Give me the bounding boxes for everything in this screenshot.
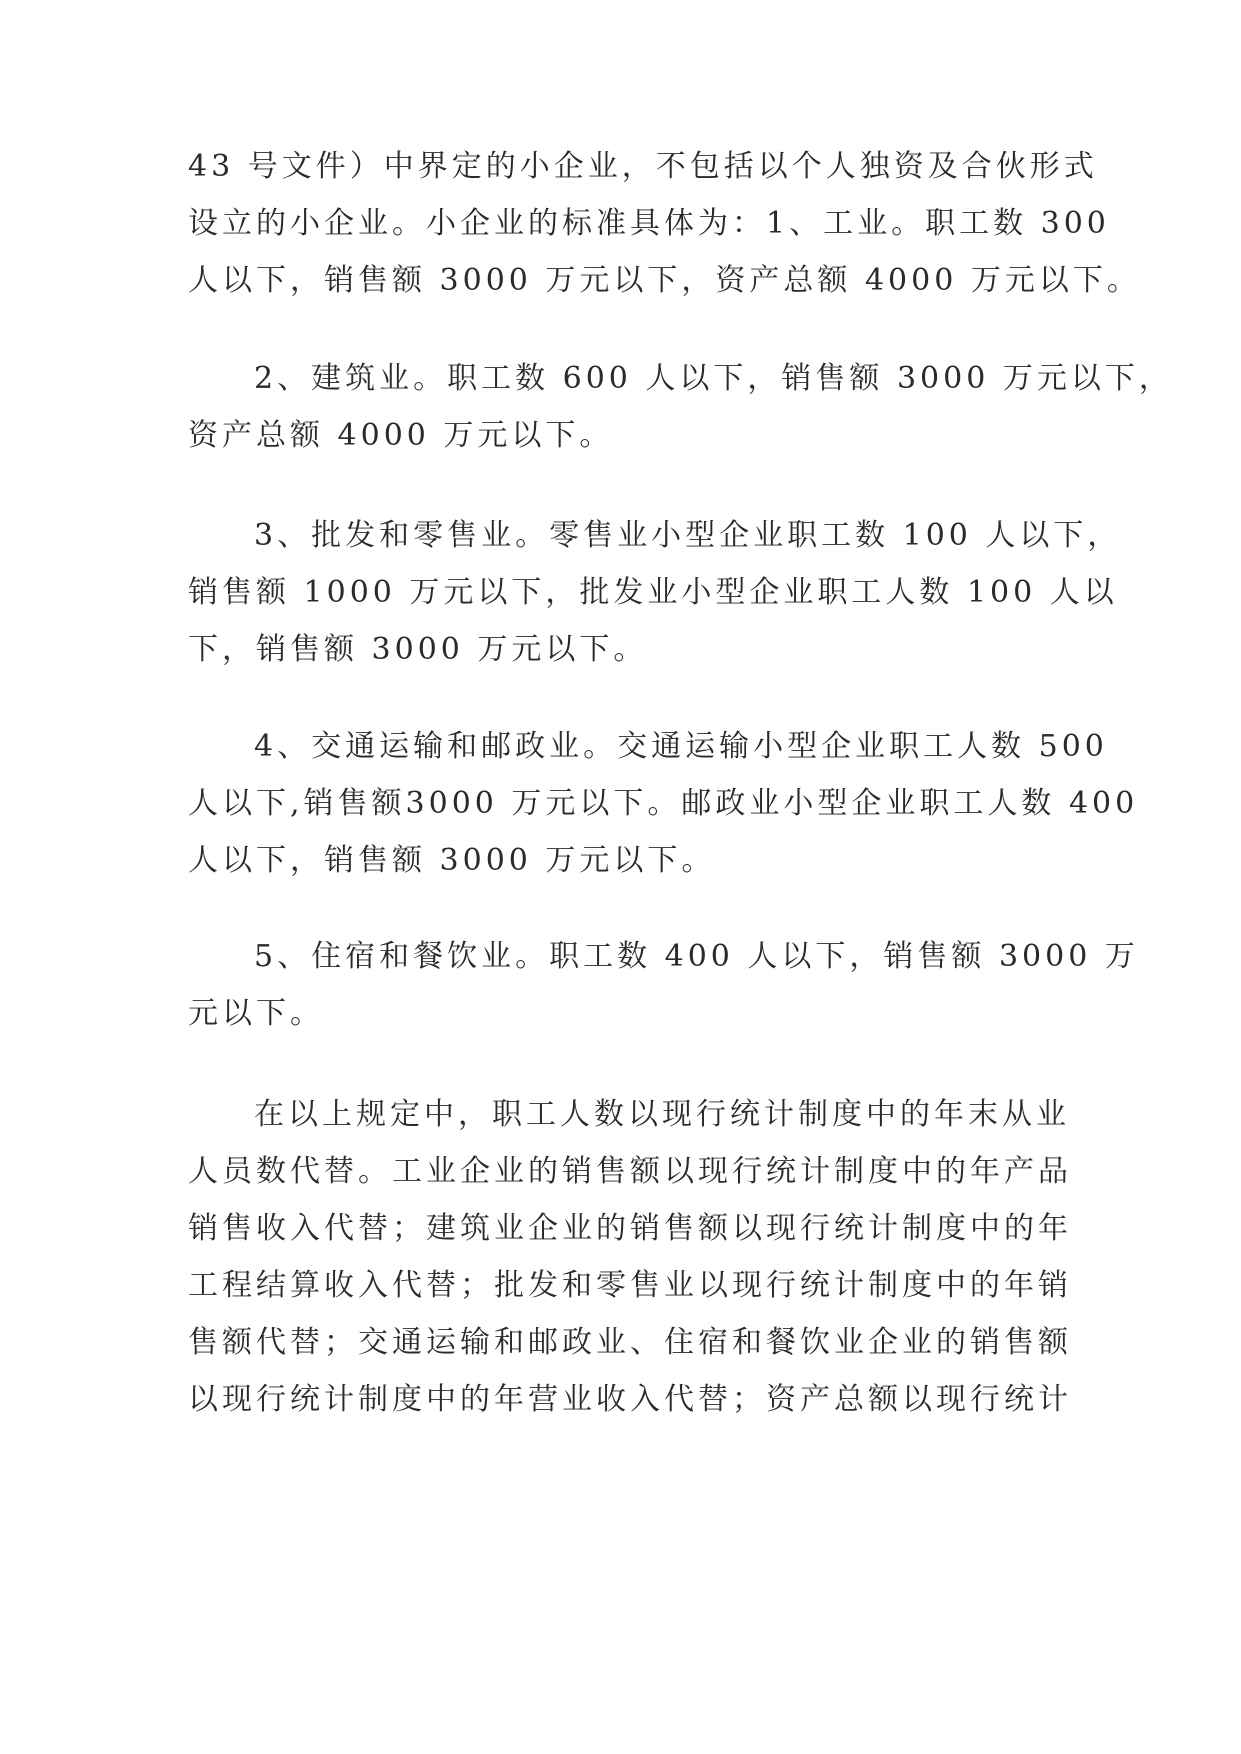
text-line: 销售收入代替；建筑业企业的销售额以现行统计制度中的年 xyxy=(188,1211,1072,1246)
text-line: 设立的小企业。小企业的标准具体为：1、工业。职工数 300 xyxy=(188,206,1110,241)
paragraph-construction xyxy=(188,350,1173,464)
text-line: 下，销售额 3000 万元以下。 xyxy=(188,632,648,667)
paragraph-accommodation-catering xyxy=(188,928,1139,1042)
text-line: 人以下，销售额 3000 万元以下，资产总额 4000 万元以下。 xyxy=(188,263,1141,298)
text-line: 5、住宿和餐饮业。职工数 400 人以下，销售额 3000 万 xyxy=(254,939,1139,974)
text-line: 售额代替；交通运输和邮政业、住宿和餐饮业企业的销售额 xyxy=(188,1325,1072,1360)
paragraph-wholesale-retail xyxy=(188,507,1122,678)
paragraph-small-enterprise-definition xyxy=(188,138,1141,309)
paragraph-statistical-substitution xyxy=(188,1086,1072,1428)
paragraph-transport-postal xyxy=(188,718,1139,889)
text-line: 人以下，销售额 3000 万元以下。 xyxy=(188,843,716,878)
text-line: 人以下,销售额3000 万元以下。邮政业小型企业职工人数 400 xyxy=(188,786,1139,821)
text-line: 在以上规定中，职工人数以现行统计制度中的年末从业 xyxy=(254,1097,1070,1132)
text-line: 43 号文件）中界定的小企业，不包括以个人独资及合伙形式 xyxy=(188,149,1098,184)
text-line: 3、批发和零售业。零售业小型企业职工数 100 人以下， xyxy=(254,518,1122,553)
text-line: 以现行统计制度中的年营业收入代替；资产总额以现行统计 xyxy=(188,1382,1072,1417)
text-line: 人员数代替。工业企业的销售额以现行统计制度中的年产品 xyxy=(188,1154,1072,1189)
text-line: 工程结算收入代替；批发和零售业以现行统计制度中的年销 xyxy=(188,1268,1072,1303)
text-line: 销售额 1000 万元以下，批发业小型企业职工人数 100 人以 xyxy=(188,575,1118,610)
text-line: 资产总额 4000 万元以下。 xyxy=(188,418,614,453)
text-line: 2、建筑业。职工数 600 人以下，销售额 3000 万元以下， xyxy=(254,361,1173,396)
text-line: 元以下。 xyxy=(188,996,324,1031)
text-line: 4、交通运输和邮政业。交通运输小型企业职工人数 500 xyxy=(254,729,1108,764)
